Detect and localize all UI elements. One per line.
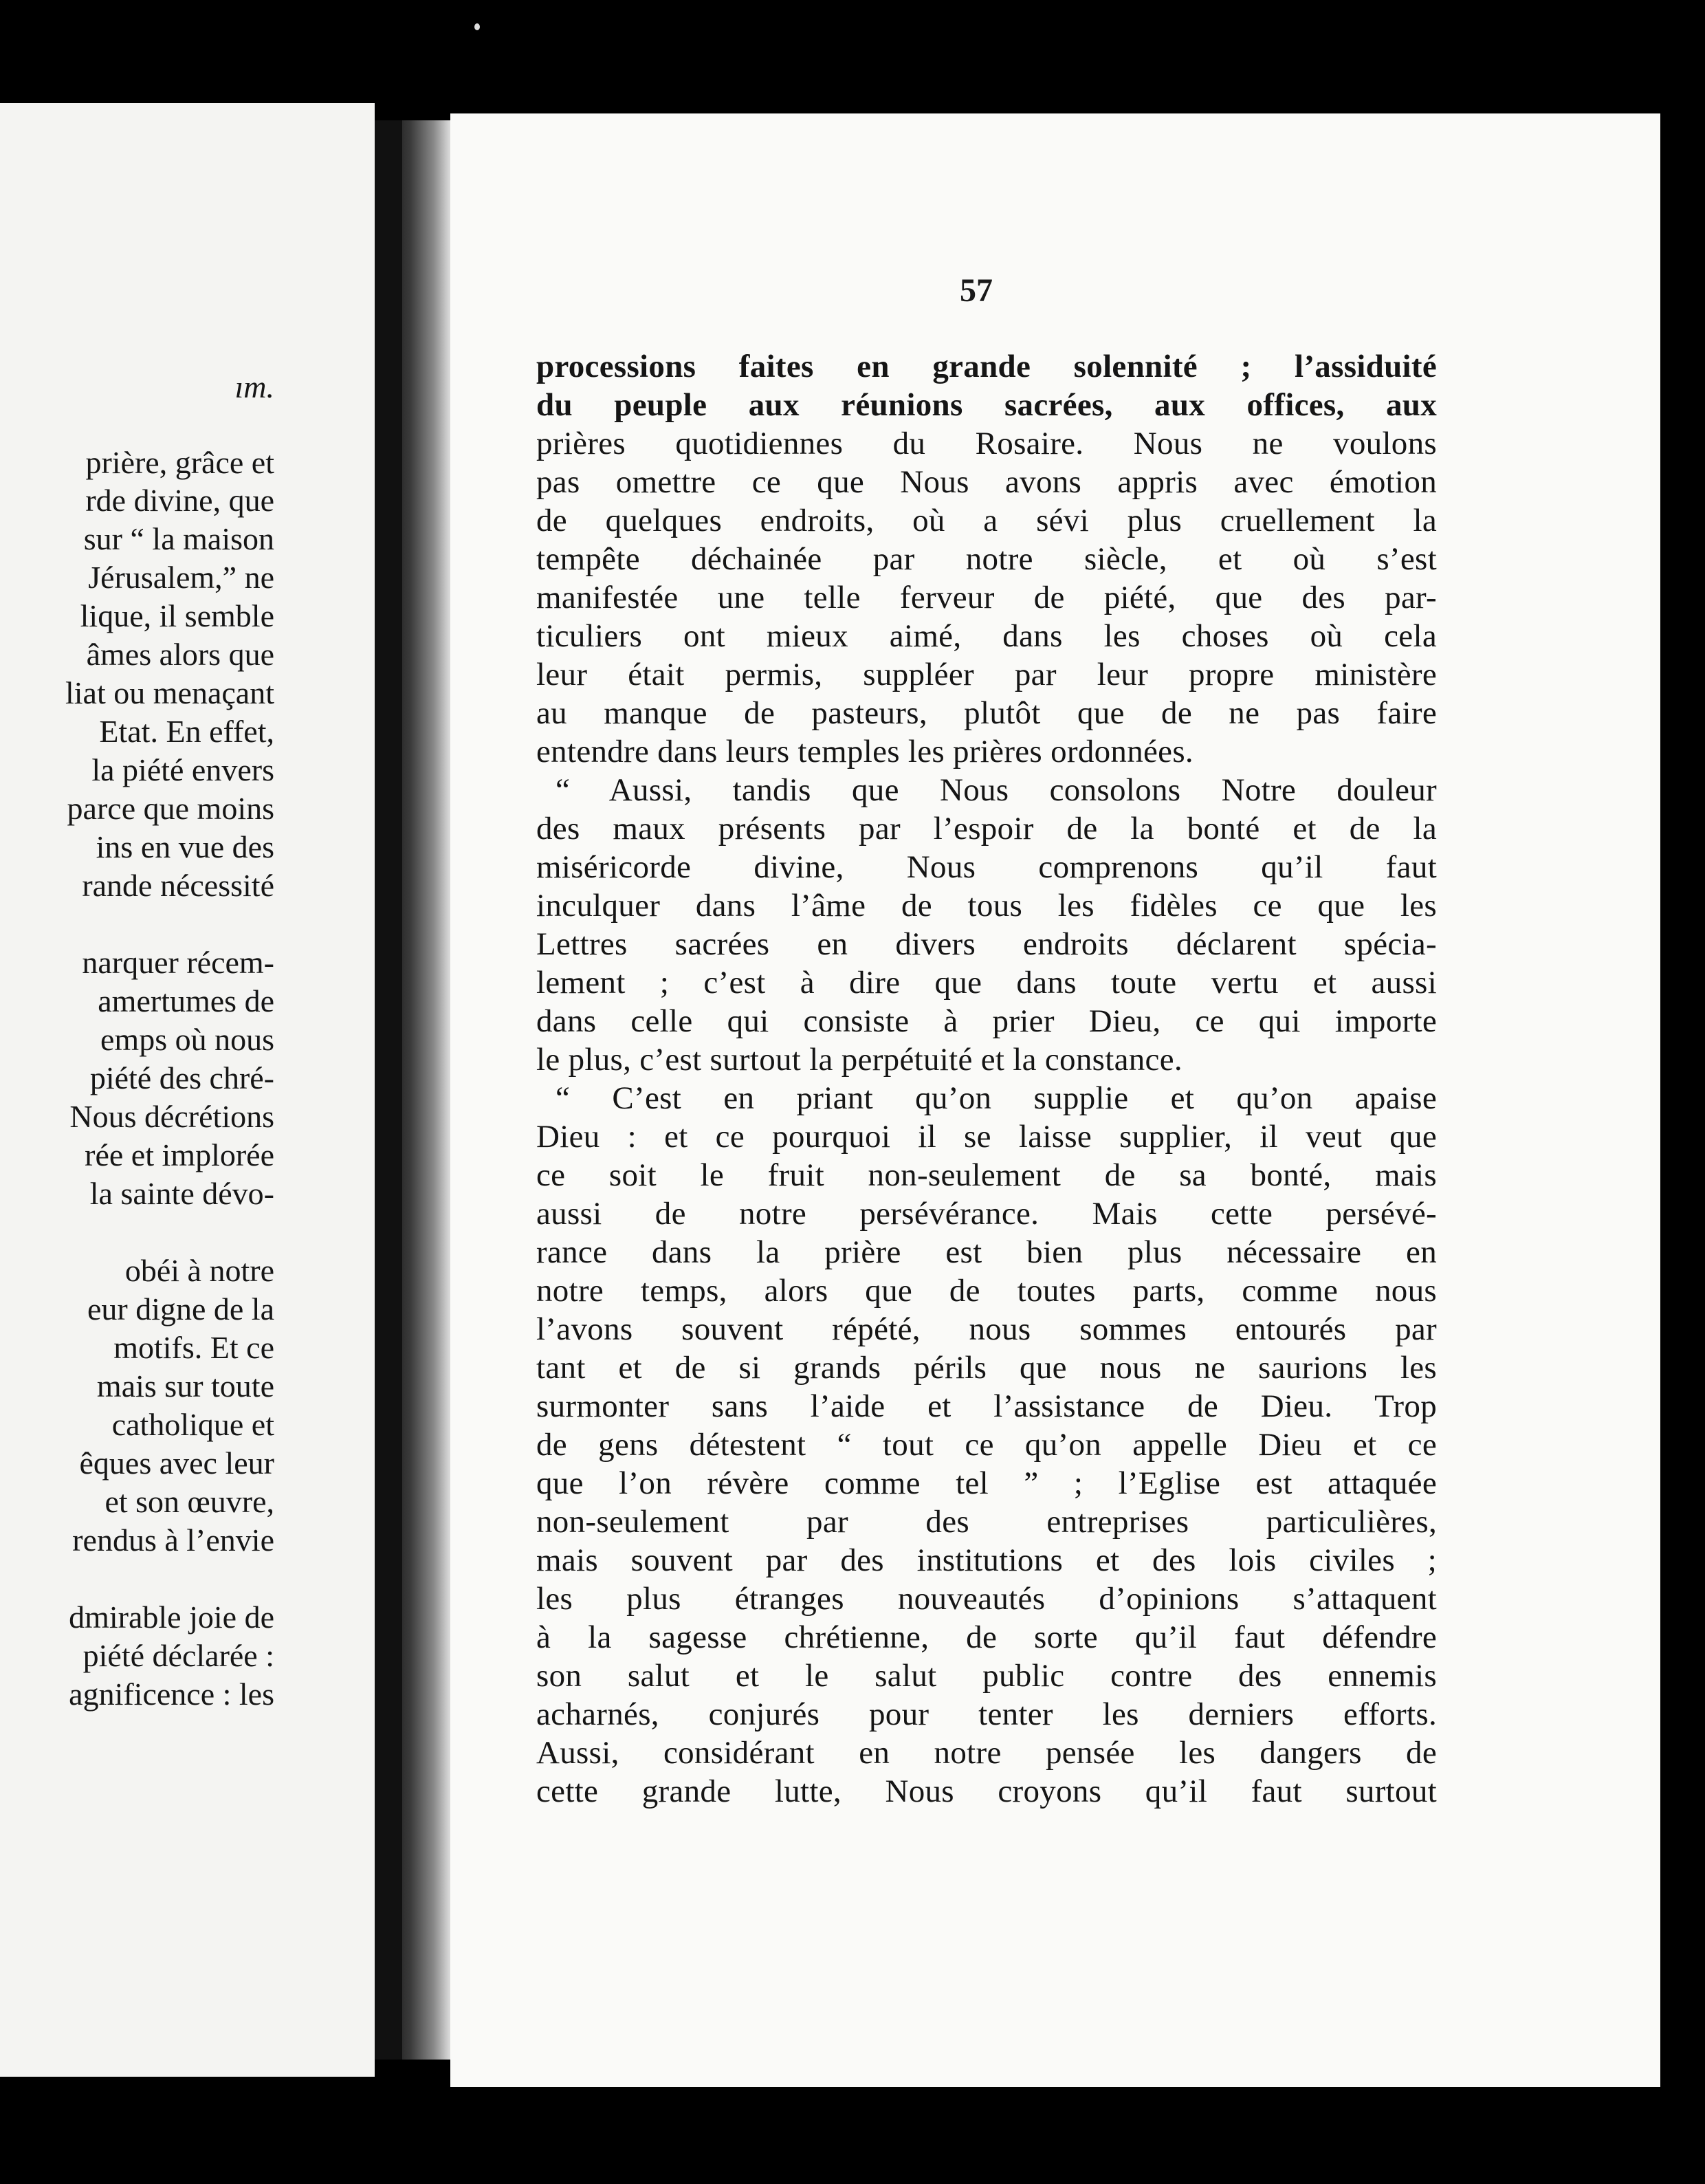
left-text-line: catholique et — [111, 1407, 274, 1442]
text-line: mais souvent par des institutions et des lois civiles ; — [536, 1542, 1437, 1578]
text-line: lement ; c’est à dire que dans toute vertu et aussi — [536, 965, 1437, 1001]
left-text-line: rande nécessité — [82, 868, 274, 903]
text-line: pas omettre ce que Nous avons appris avec émotion — [536, 464, 1437, 500]
text-line: miséricorde divine, Nous comprenons qu’il faut — [536, 849, 1437, 885]
gutter-shadow — [375, 120, 402, 2060]
left-text-line: narquer récem- — [82, 945, 274, 980]
left-text-line: âmes alors que — [86, 637, 274, 672]
left-text-line: rde divine, que — [85, 483, 274, 518]
text-line: le plus, c’est surtout la perpétuité et la constance. — [536, 1042, 1182, 1078]
left-text-line: Jérusalem,” ne — [88, 560, 274, 595]
left-text-line: emps où nous — [100, 1022, 274, 1057]
text-line: que l’on révère comme tel ” ; l’Eglise est attaquée — [536, 1465, 1437, 1501]
left-text-line: sur “ la maison — [83, 521, 274, 556]
left-text-line: motifs. Et ce — [113, 1330, 274, 1365]
text-line: ce soit le fruit non-seulement de sa bonté, mais — [536, 1157, 1437, 1193]
text-line: acharnés, conjurés pour tenter les derniers efforts. — [536, 1696, 1437, 1732]
left-text-line: piété des chré- — [89, 1060, 274, 1095]
text-line: ticuliers ont mieux aimé, dans les choses où cela — [536, 618, 1437, 654]
left-text-line: parce que moins — [67, 791, 274, 826]
text-line: Aussi, considérant en notre pensée les dangers de — [536, 1735, 1437, 1771]
text-line: dans celle qui consiste à prier Dieu, ce qui importe — [536, 1003, 1437, 1039]
left-text-line: et son œuvre, — [104, 1484, 274, 1519]
left-text-line: prière, grâce et — [85, 445, 274, 480]
text-line: “ Aussi, tandis que Nous consolons Notre douleur — [556, 772, 1437, 808]
left-text-line: ım. — [234, 369, 274, 404]
left-text-line: mais sur toute — [96, 1368, 274, 1404]
text-line: leur était permis, suppléer par leur propre ministère — [536, 657, 1437, 692]
text-line: processions faites en grande solennité ; l’assiduité — [536, 349, 1437, 384]
text-line: les plus étranges nouveautés d’opinions s’attaquent — [536, 1581, 1437, 1617]
text-line: son salut et le salut public contre des ennemis — [536, 1658, 1437, 1694]
left-text-line: eur digne de la — [87, 1291, 274, 1326]
text-line: aussi de notre persévérance. Mais cette persévé- — [536, 1196, 1437, 1232]
left-text-line: dmirable joie de — [69, 1599, 274, 1635]
text-line: l’avons souvent répété, nous sommes entourés par — [536, 1311, 1437, 1347]
left-text-line: agnificence : les — [69, 1677, 274, 1712]
text-line: du peuple aux réunions sacrées, aux offices, aux — [536, 387, 1437, 423]
left-text-line: la sainte dévo- — [89, 1176, 274, 1211]
left-text-line: Etat. En effet, — [99, 714, 274, 749]
text-line: prières quotidiennes du Rosaire. Nous ne voulons — [536, 426, 1437, 461]
text-line: de gens détestent “ tout ce qu’on appelle Dieu et ce — [536, 1427, 1437, 1463]
text-line: entendre dans leurs temples les prières ordonnées. — [536, 734, 1194, 769]
left-text-line: êques avec leur — [79, 1445, 274, 1481]
left-page — [0, 103, 375, 2077]
text-line: “ C’est en priant qu’on supplie et qu’on apaise — [556, 1080, 1437, 1116]
left-text-line: rendus à l’envie — [72, 1522, 274, 1558]
left-text-line: ins en vue des — [96, 829, 274, 864]
text-line: Lettres sacrées en divers endroits déclarent spécia- — [536, 926, 1437, 962]
text-line: manifestée une telle ferveur de piété, que des par- — [536, 580, 1437, 615]
left-text-line: liat ou menaçant — [65, 675, 274, 710]
left-text-line: obéi à notre — [124, 1253, 274, 1288]
text-line: Dieu : et ce pourquoi il se laisse supplier, il veut que — [536, 1119, 1437, 1155]
text-line: de quelques endroits, où a sévi plus cruellement la — [536, 503, 1437, 538]
left-text-line: piété déclarée : — [82, 1638, 274, 1673]
text-line: inculquer dans l’âme de tous les fidèles ce que les — [536, 888, 1437, 924]
text-line: rance dans la prière est bien plus nécessaire en — [536, 1234, 1437, 1270]
text-line: des maux présents par l’espoir de la bonté et de la — [536, 811, 1437, 847]
text-line: notre temps, alors que de toutes parts, comme nous — [536, 1273, 1437, 1309]
text-line: tempête déchainée par notre siècle, et où s’est — [536, 541, 1437, 577]
text-line: surmonter sans l’aide et l’assistance de Dieu. Trop — [536, 1388, 1437, 1424]
text-line: tant et de si grands périls que nous ne saurions les — [536, 1350, 1437, 1386]
left-text-line: rée et implorée — [85, 1137, 274, 1172]
text-line: cette grande lutte, Nous croyons qu’il faut surtout — [536, 1773, 1437, 1809]
text-line: non-seulement par des entreprises particulières, — [536, 1504, 1437, 1540]
page-body-text — [536, 347, 1437, 1811]
left-text-line: amertumes de — [98, 983, 274, 1018]
text-line: à la sagesse chrétienne, de sorte qu’il faut défendre — [536, 1619, 1437, 1655]
page-number: 57 — [960, 272, 993, 309]
text-line: au manque de pasteurs, plutôt que de ne pas faire — [536, 695, 1437, 731]
left-text-line: lique, il semble — [80, 598, 274, 633]
left-text-line: Nous décrétions — [69, 1099, 274, 1134]
scan-speck — [474, 23, 480, 30]
left-text-line: la piété envers — [91, 752, 274, 787]
